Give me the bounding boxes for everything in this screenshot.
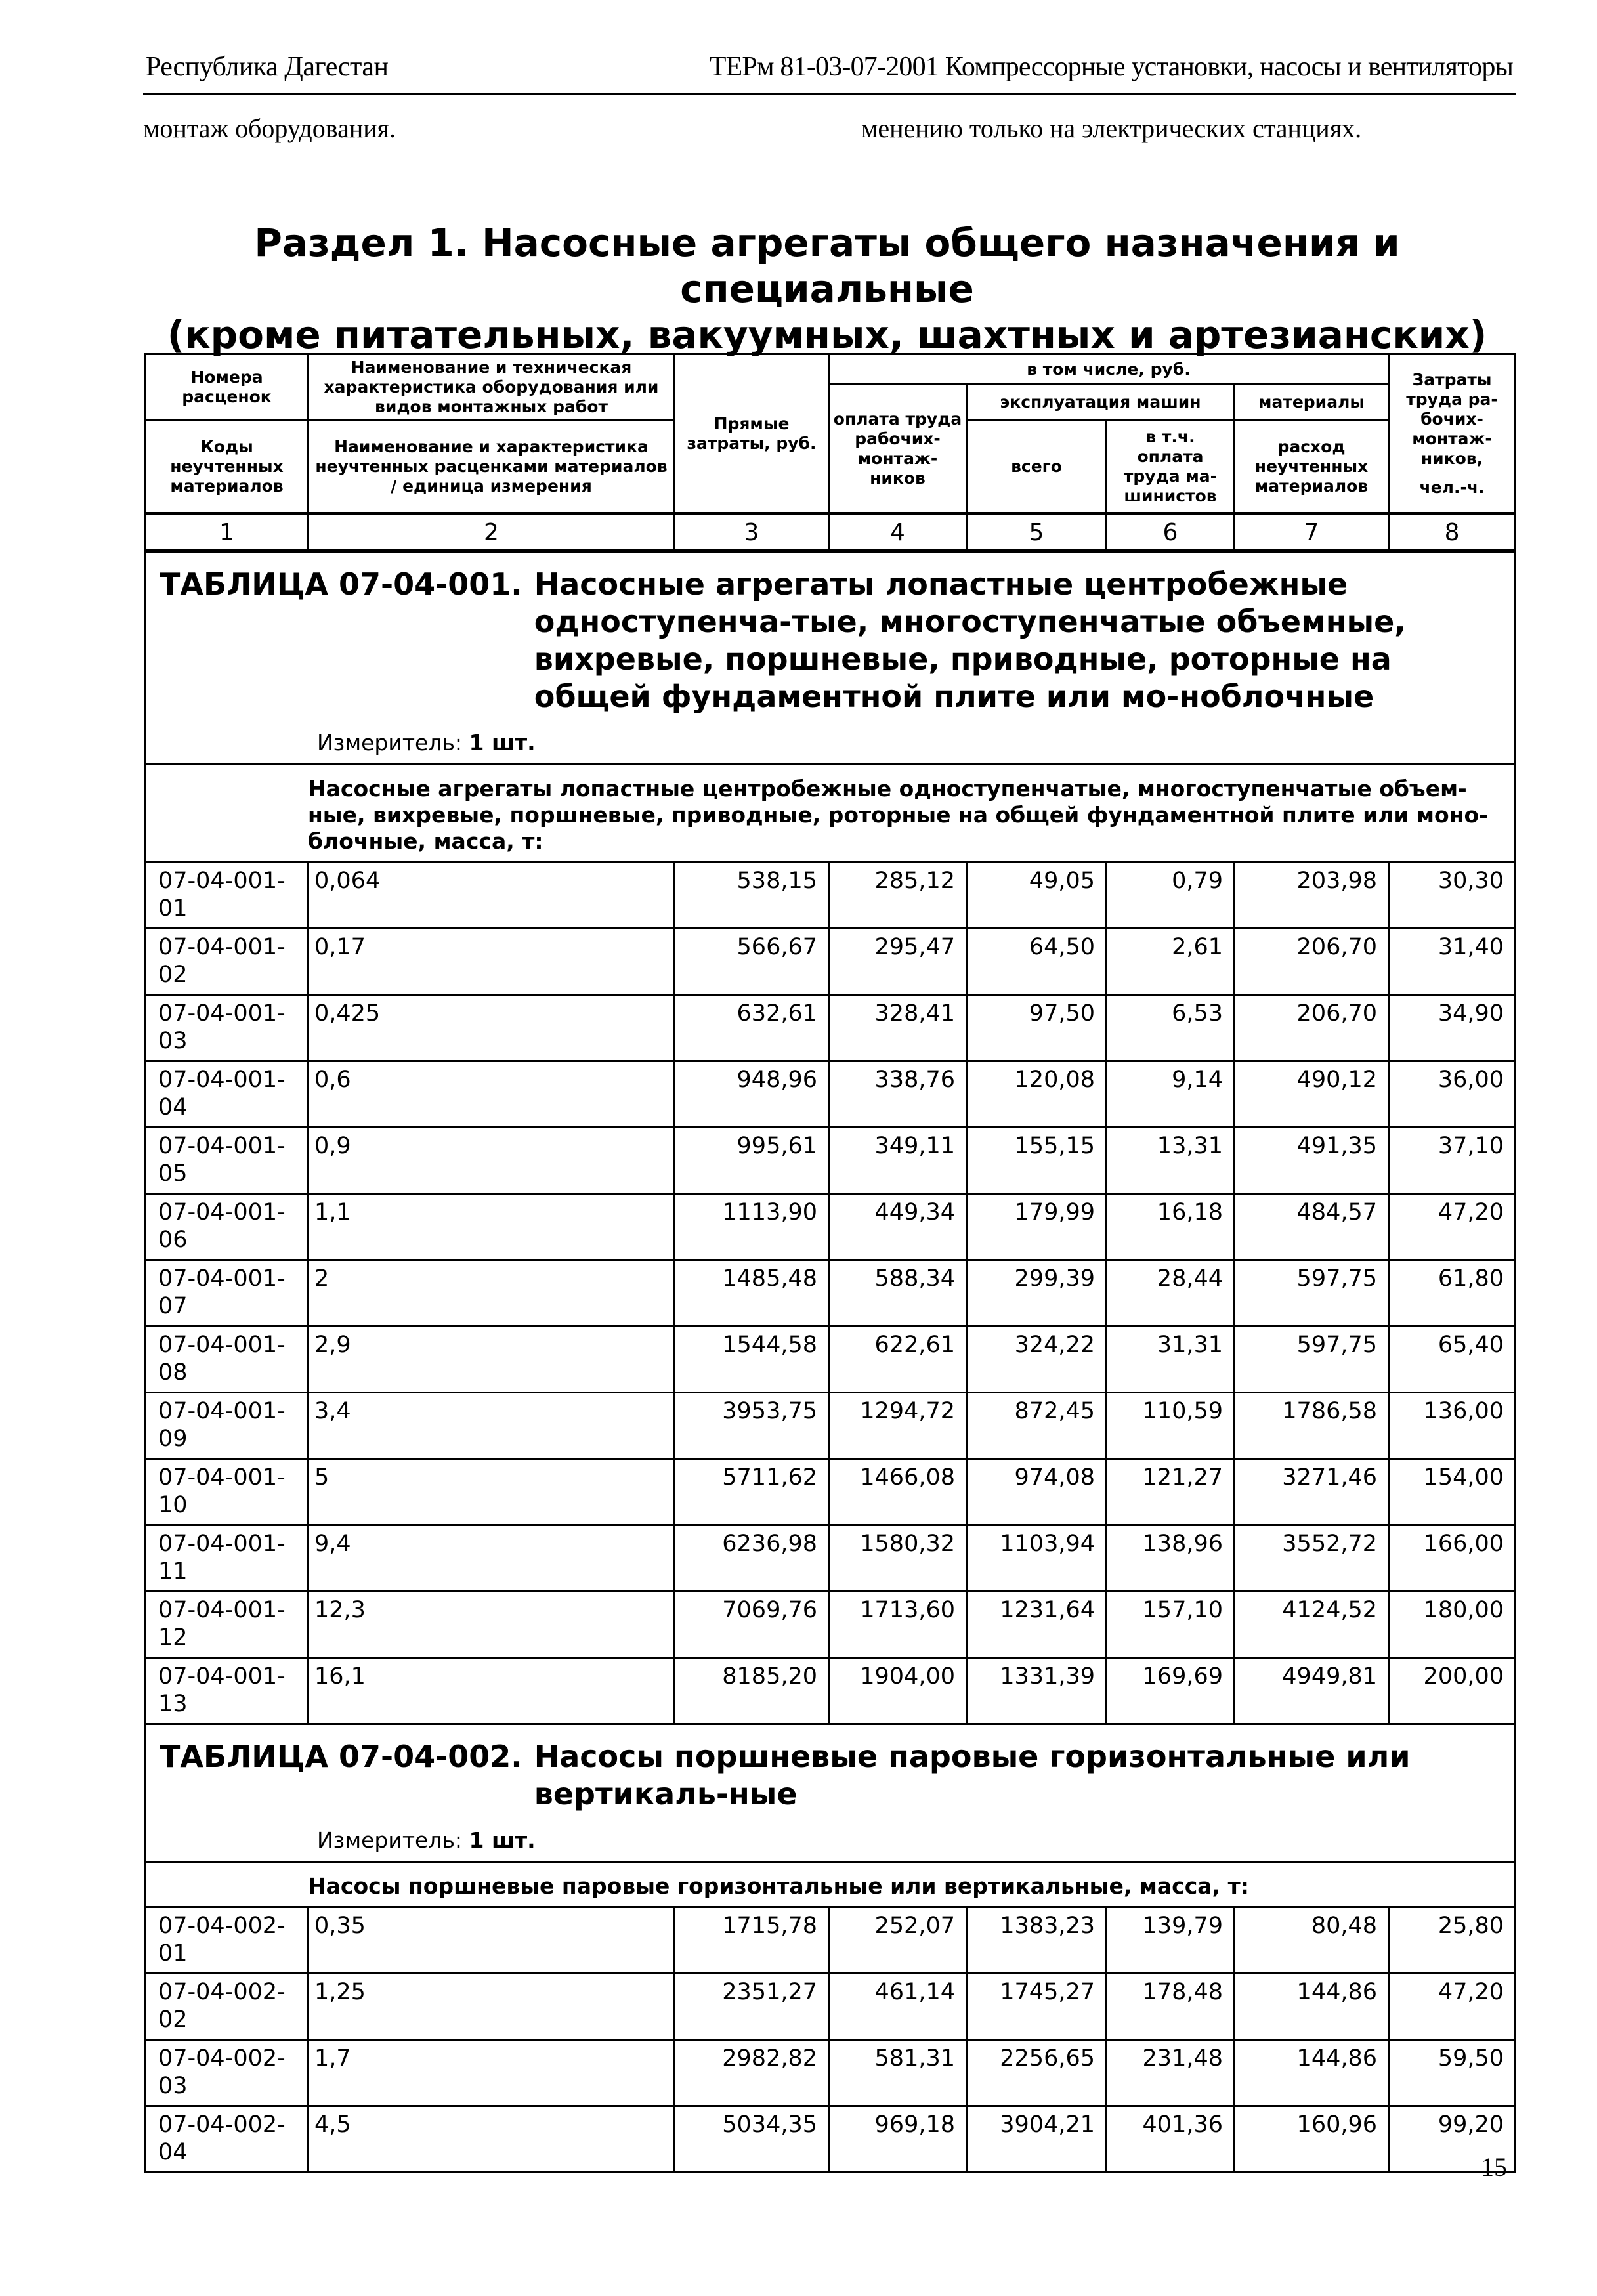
rate-code: 07-04-002-03 bbox=[146, 2040, 309, 2106]
value-c6: 138,96 bbox=[1107, 1525, 1235, 1592]
value-c7: 3271,46 bbox=[1235, 1459, 1389, 1525]
table-group-heading: Насосы поршневые паровые горизонтальные или вертикальные, масса, т: bbox=[146, 1862, 1516, 1907]
measure-value: 1 шт. bbox=[469, 730, 536, 755]
rate-mass: 9,4 bbox=[309, 1525, 675, 1592]
column-number: 3 bbox=[675, 514, 829, 551]
measure-label: Измеритель: bbox=[317, 1827, 463, 1853]
value-c5: 49,05 bbox=[967, 862, 1107, 929]
table-title-cell bbox=[146, 1724, 1516, 1862]
table-row bbox=[146, 1327, 1516, 1393]
rate-mass: 0,425 bbox=[309, 995, 675, 1061]
header-labor-costs-unit: чел.-ч. bbox=[1419, 477, 1485, 497]
value-c5: 324,22 bbox=[967, 1327, 1107, 1393]
value-c6: 13,31 bbox=[1107, 1128, 1235, 1194]
measure-label: Измеритель: bbox=[317, 730, 463, 755]
table-title bbox=[160, 566, 1508, 715]
table-row bbox=[146, 1194, 1516, 1260]
value-c5: 3904,21 bbox=[967, 2106, 1107, 2173]
table-row bbox=[146, 1525, 1516, 1592]
table-group-row bbox=[146, 1862, 1516, 1907]
rate-mass: 1,1 bbox=[309, 1194, 675, 1260]
rates-table bbox=[144, 353, 1516, 2173]
value-c5: 97,50 bbox=[967, 995, 1107, 1061]
value-c8: 34,90 bbox=[1389, 995, 1516, 1061]
value-c7: 597,75 bbox=[1235, 1327, 1389, 1393]
table-title-text: Насосы поршневые паровые горизонтальные или вертикаль-ные bbox=[534, 1739, 1411, 1812]
value-c5: 1745,27 bbox=[967, 1974, 1107, 2040]
page-number: 15 bbox=[1481, 2152, 1507, 2182]
rate-mass: 2,9 bbox=[309, 1327, 675, 1393]
value-c6: 401,36 bbox=[1107, 2106, 1235, 2173]
rate-code: 07-04-001-02 bbox=[146, 929, 309, 995]
value-c8: 47,20 bbox=[1389, 1194, 1516, 1260]
value-c6: 16,18 bbox=[1107, 1194, 1235, 1260]
value-c4: 285,12 bbox=[829, 862, 967, 929]
rate-code: 07-04-002-02 bbox=[146, 1974, 309, 2040]
value-c8: 25,80 bbox=[1389, 1907, 1516, 1974]
column-number: 1 bbox=[146, 514, 309, 551]
header-rate-numbers: Номера расценок bbox=[146, 354, 309, 421]
value-c3: 538,15 bbox=[675, 862, 829, 929]
header-rule bbox=[143, 93, 1516, 95]
table-row bbox=[146, 1260, 1516, 1327]
value-c7: 144,86 bbox=[1235, 1974, 1389, 2040]
value-c5: 1103,94 bbox=[967, 1525, 1107, 1592]
value-c3: 632,61 bbox=[675, 995, 829, 1061]
table-row bbox=[146, 1592, 1516, 1658]
rate-mass: 3,4 bbox=[309, 1393, 675, 1459]
value-c8: 200,00 bbox=[1389, 1658, 1516, 1724]
value-c4: 328,41 bbox=[829, 995, 967, 1061]
table-title-row bbox=[146, 1724, 1516, 1862]
value-c3: 995,61 bbox=[675, 1128, 829, 1194]
value-c8: 65,40 bbox=[1389, 1327, 1516, 1393]
rate-mass: 2 bbox=[309, 1260, 675, 1327]
value-c5: 120,08 bbox=[967, 1061, 1107, 1128]
rate-mass: 0,6 bbox=[309, 1061, 675, 1128]
value-c7: 4124,52 bbox=[1235, 1592, 1389, 1658]
table-measure bbox=[317, 730, 1508, 755]
table-measure bbox=[317, 1827, 1508, 1853]
rate-code: 07-04-001-07 bbox=[146, 1260, 309, 1327]
rate-code: 07-04-001-12 bbox=[146, 1592, 309, 1658]
value-c6: 28,44 bbox=[1107, 1260, 1235, 1327]
rate-code: 07-04-002-04 bbox=[146, 2106, 309, 2173]
table-row bbox=[146, 1128, 1516, 1194]
value-c4: 449,34 bbox=[829, 1194, 967, 1260]
value-c8: 61,80 bbox=[1389, 1260, 1516, 1327]
value-c5: 1331,39 bbox=[967, 1658, 1107, 1724]
value-c3: 1113,90 bbox=[675, 1194, 829, 1260]
value-c4: 1294,72 bbox=[829, 1393, 967, 1459]
value-c4: 1466,08 bbox=[829, 1459, 967, 1525]
value-c5: 2256,65 bbox=[967, 2040, 1107, 2106]
value-c7: 160,96 bbox=[1235, 2106, 1389, 2173]
column-number: 7 bbox=[1235, 514, 1389, 551]
header-labor-costs-label: Затраты труда ра-бочих-монтаж-ников, bbox=[1406, 370, 1498, 468]
value-c4: 461,14 bbox=[829, 1974, 967, 2040]
value-c7: 4949,81 bbox=[1235, 1658, 1389, 1724]
value-c8: 47,20 bbox=[1389, 1974, 1516, 2040]
value-c6: 231,48 bbox=[1107, 2040, 1235, 2106]
column-number: 8 bbox=[1389, 514, 1516, 551]
value-c6: 157,10 bbox=[1107, 1592, 1235, 1658]
table-row bbox=[146, 862, 1516, 929]
rate-mass: 5 bbox=[309, 1459, 675, 1525]
continuation-text-right: менению только на электрических станциях. bbox=[861, 114, 1362, 143]
value-c3: 2982,82 bbox=[675, 2040, 829, 2106]
value-c4: 588,34 bbox=[829, 1260, 967, 1327]
value-c8: 180,00 bbox=[1389, 1592, 1516, 1658]
rate-code: 07-04-001-06 bbox=[146, 1194, 309, 1260]
value-c6: 9,14 bbox=[1107, 1061, 1235, 1128]
table-row bbox=[146, 1907, 1516, 1974]
value-c7: 491,35 bbox=[1235, 1128, 1389, 1194]
header-material-consumption: расход неучтенных материалов bbox=[1235, 421, 1389, 514]
rate-mass: 1,25 bbox=[309, 1974, 675, 2040]
value-c4: 349,11 bbox=[829, 1128, 967, 1194]
table-title-text: Насосные агрегаты лопастные центробежные одноступенча-тые, многоступенчатые объемные, вихревые, поршневые, приводные, роторные на общей фундаментной плите или мо-ноблочные bbox=[534, 566, 1406, 714]
value-c8: 36,00 bbox=[1389, 1061, 1516, 1128]
value-c4: 252,07 bbox=[829, 1907, 967, 1974]
rate-code: 07-04-001-09 bbox=[146, 1393, 309, 1459]
value-c7: 203,98 bbox=[1235, 862, 1389, 929]
value-c3: 7069,76 bbox=[675, 1592, 829, 1658]
table-row bbox=[146, 929, 1516, 995]
header-labor-costs bbox=[1389, 354, 1516, 514]
value-c6: 6,53 bbox=[1107, 995, 1235, 1061]
table-title-cell bbox=[146, 551, 1516, 765]
value-c5: 64,50 bbox=[967, 929, 1107, 995]
rate-mass: 12,3 bbox=[309, 1592, 675, 1658]
column-number: 2 bbox=[309, 514, 675, 551]
value-c7: 206,70 bbox=[1235, 995, 1389, 1061]
rate-code: 07-04-001-03 bbox=[146, 995, 309, 1061]
header-machine-operation: эксплуатация машин bbox=[967, 385, 1235, 421]
column-number: 5 bbox=[967, 514, 1107, 551]
value-c8: 166,00 bbox=[1389, 1525, 1516, 1592]
header-including: в том числе, руб. bbox=[829, 354, 1389, 385]
value-c3: 8185,20 bbox=[675, 1658, 829, 1724]
table-row bbox=[146, 1393, 1516, 1459]
column-number: 4 bbox=[829, 514, 967, 551]
value-c4: 622,61 bbox=[829, 1327, 967, 1393]
value-c8: 31,40 bbox=[1389, 929, 1516, 995]
value-c3: 3953,75 bbox=[675, 1393, 829, 1459]
value-c3: 5711,62 bbox=[675, 1459, 829, 1525]
value-c4: 1904,00 bbox=[829, 1658, 967, 1724]
value-c6: 139,79 bbox=[1107, 1907, 1235, 1974]
rate-mass: 0,17 bbox=[309, 929, 675, 995]
value-c6: 110,59 bbox=[1107, 1393, 1235, 1459]
value-c7: 144,86 bbox=[1235, 2040, 1389, 2106]
value-c3: 948,96 bbox=[675, 1061, 829, 1128]
header-machinist-wages: в т.ч. оплата труда ма-шинистов bbox=[1107, 421, 1235, 514]
section-title bbox=[151, 220, 1503, 358]
header-material-codes: Коды неучтенных материалов bbox=[146, 421, 309, 514]
rate-mass: 0,064 bbox=[309, 862, 675, 929]
value-c7: 3552,72 bbox=[1235, 1525, 1389, 1592]
value-c4: 1580,32 bbox=[829, 1525, 967, 1592]
value-c5: 1383,23 bbox=[967, 1907, 1107, 1974]
value-c8: 99,20 bbox=[1389, 2106, 1516, 2173]
table-row bbox=[146, 1061, 1516, 1128]
value-c3: 6236,98 bbox=[675, 1525, 829, 1592]
value-c3: 5034,35 bbox=[675, 2106, 829, 2173]
table-title bbox=[160, 1738, 1508, 1813]
continuation-text-left: монтаж оборудования. bbox=[143, 114, 396, 143]
rate-code: 07-04-001-05 bbox=[146, 1128, 309, 1194]
header-document-title: ТЕРм 81-03-07-2001 Компрессорные установки, насосы и вентиляторы bbox=[709, 52, 1513, 82]
header-materials: материалы bbox=[1235, 385, 1389, 421]
header-region: Республика Дагестан bbox=[146, 52, 389, 82]
header-material-names: Наименование и характеристика неучтенных расценками материалов / единица измерения bbox=[309, 421, 675, 514]
table-code: ТАБЛИЦА 07-04-002. bbox=[160, 1739, 522, 1774]
value-c6: 121,27 bbox=[1107, 1459, 1235, 1525]
value-c4: 338,76 bbox=[829, 1061, 967, 1128]
value-c8: 136,00 bbox=[1389, 1393, 1516, 1459]
rate-code: 07-04-001-08 bbox=[146, 1327, 309, 1393]
value-c4: 1713,60 bbox=[829, 1592, 967, 1658]
value-c8: 37,10 bbox=[1389, 1128, 1516, 1194]
rate-mass: 16,1 bbox=[309, 1658, 675, 1724]
table-group-row bbox=[146, 765, 1516, 862]
table-row bbox=[146, 1974, 1516, 2040]
table-code: ТАБЛИЦА 07-04-001. bbox=[160, 566, 522, 602]
measure-value: 1 шт. bbox=[469, 1827, 536, 1853]
table-row bbox=[146, 1658, 1516, 1724]
rate-mass: 0,35 bbox=[309, 1907, 675, 1974]
rate-code: 07-04-001-10 bbox=[146, 1459, 309, 1525]
header-direct-costs: Прямые затраты, руб. bbox=[675, 354, 829, 514]
value-c5: 872,45 bbox=[967, 1393, 1107, 1459]
section-title-line1: Раздел 1. Насосные агрегаты общего назначения и специальные bbox=[254, 221, 1400, 311]
value-c8: 30,30 bbox=[1389, 862, 1516, 929]
value-c5: 179,99 bbox=[967, 1194, 1107, 1260]
value-c5: 974,08 bbox=[967, 1459, 1107, 1525]
value-c7: 1786,58 bbox=[1235, 1393, 1389, 1459]
rate-mass: 0,9 bbox=[309, 1128, 675, 1194]
rate-code: 07-04-002-01 bbox=[146, 1907, 309, 1974]
table-row bbox=[146, 2106, 1516, 2173]
table-group-heading: Насосные агрегаты лопастные центробежные одноступенчатые, многоступенчатые объем-ные, вихревые, поршневые, приводные, роторные на общей фундаментной плите или моно-блочные, масса, т: bbox=[146, 765, 1516, 862]
table-row bbox=[146, 995, 1516, 1061]
table-title-row bbox=[146, 551, 1516, 765]
value-c5: 1231,64 bbox=[967, 1592, 1107, 1658]
rate-mass: 4,5 bbox=[309, 2106, 675, 2173]
value-c5: 155,15 bbox=[967, 1128, 1107, 1194]
table-row bbox=[146, 2040, 1516, 2106]
value-c4: 969,18 bbox=[829, 2106, 967, 2173]
value-c8: 59,50 bbox=[1389, 2040, 1516, 2106]
value-c6: 2,61 bbox=[1107, 929, 1235, 995]
value-c4: 581,31 bbox=[829, 2040, 967, 2106]
value-c3: 1715,78 bbox=[675, 1907, 829, 1974]
header-name-characteristic: Наименование и техническая характеристика оборудования или видов монтажных работ bbox=[309, 354, 675, 421]
value-c6: 31,31 bbox=[1107, 1327, 1235, 1393]
value-c7: 80,48 bbox=[1235, 1907, 1389, 1974]
rate-code: 07-04-001-01 bbox=[146, 862, 309, 929]
header-machine-total: всего bbox=[967, 421, 1107, 514]
table-row bbox=[146, 1459, 1516, 1525]
value-c7: 490,12 bbox=[1235, 1061, 1389, 1128]
value-c3: 566,67 bbox=[675, 929, 829, 995]
section-title-line2: (кроме питательных, вакуумных, шахтных и артезианских) bbox=[167, 312, 1487, 357]
value-c7: 597,75 bbox=[1235, 1260, 1389, 1327]
rate-code: 07-04-001-04 bbox=[146, 1061, 309, 1128]
rate-mass: 1,7 bbox=[309, 2040, 675, 2106]
value-c8: 154,00 bbox=[1389, 1459, 1516, 1525]
value-c6: 0,79 bbox=[1107, 862, 1235, 929]
value-c5: 299,39 bbox=[967, 1260, 1107, 1327]
value-c7: 206,70 bbox=[1235, 929, 1389, 995]
value-c3: 2351,27 bbox=[675, 1974, 829, 2040]
value-c3: 1544,58 bbox=[675, 1327, 829, 1393]
column-number: 6 bbox=[1107, 514, 1235, 551]
value-c7: 484,57 bbox=[1235, 1194, 1389, 1260]
value-c3: 1485,48 bbox=[675, 1260, 829, 1327]
value-c6: 169,69 bbox=[1107, 1658, 1235, 1724]
value-c6: 178,48 bbox=[1107, 1974, 1235, 2040]
header-worker-wages: оплата труда рабочих-монтаж-ников bbox=[829, 385, 967, 514]
value-c4: 295,47 bbox=[829, 929, 967, 995]
column-number-row bbox=[146, 514, 1516, 551]
rate-code: 07-04-001-13 bbox=[146, 1658, 309, 1724]
rate-code: 07-04-001-11 bbox=[146, 1525, 309, 1592]
